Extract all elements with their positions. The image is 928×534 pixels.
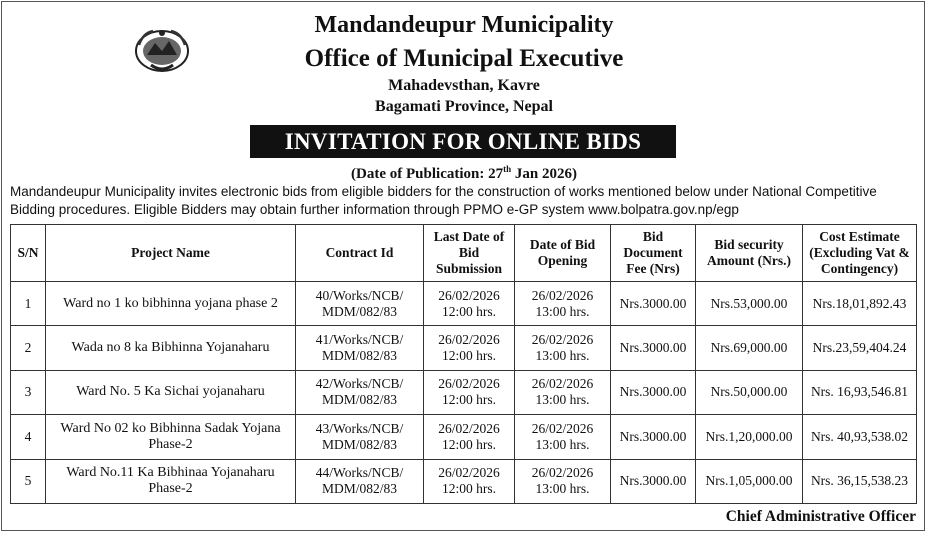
cell-fee: Nrs.3000.00 — [611, 282, 696, 326]
municipality-name: Mandandeupur Municipality — [314, 12, 614, 38]
header-contract-id: Contract Id — [296, 225, 424, 282]
cell-estimate: Nrs. 16,93,546.81 — [803, 370, 917, 414]
cell-sn: 5 — [11, 459, 46, 503]
cell-opening: 26/02/2026 13:00 hrs. — [515, 326, 611, 370]
header-project-name: Project Name — [46, 225, 296, 282]
cell-opening: 26/02/2026 13:00 hrs. — [515, 282, 611, 326]
cell-security: Nrs.53,000.00 — [696, 282, 803, 326]
address-line-2: Bagamati Province, Nepal — [375, 98, 553, 115]
cell-sn: 4 — [11, 415, 46, 459]
bids-table — [10, 224, 917, 504]
cell-sn: 1 — [11, 282, 46, 326]
cell-security: Nrs.1,20,000.00 — [696, 415, 803, 459]
cell-estimate: Nrs. 40,93,538.02 — [803, 415, 917, 459]
header-sn: S/N — [11, 225, 46, 282]
office-name: Office of Municipal Executive — [304, 45, 624, 72]
table-row — [11, 415, 917, 459]
cell-opening: 26/02/2026 13:00 hrs. — [515, 415, 611, 459]
cell-fee: Nrs.3000.00 — [611, 370, 696, 414]
cell-sn: 2 — [11, 326, 46, 370]
cell-security: Nrs.69,000.00 — [696, 326, 803, 370]
header-last-date: Last Date of Bid Submission — [424, 225, 515, 282]
intro-text: Mandandeupur Municipality invites electronic bids from eligible bidders for the construction of works mentioned below under National Competitive Bidding procedures. Eligible Bidders may obtain further information through PPMO e-GP system www.bolpatra.gov.np/egp — [10, 184, 877, 217]
table-row — [11, 370, 917, 414]
cell-submission: 26/02/2026 12:00 hrs. — [424, 415, 515, 459]
cell-security: Nrs.50,000.00 — [696, 370, 803, 414]
signatory: Chief Administrative Officer — [725, 508, 916, 525]
cell-contract: 41/Works/NCB/ MDM/082/83 — [296, 326, 424, 370]
cell-fee: Nrs.3000.00 — [611, 326, 696, 370]
cell-submission: 26/02/2026 12:00 hrs. — [424, 459, 515, 503]
cell-contract: 43/Works/NCB/ MDM/082/83 — [296, 415, 424, 459]
cell-estimate: Nrs.23,59,404.24 — [803, 326, 917, 370]
cell-contract: 42/Works/NCB/ MDM/082/83 — [296, 370, 424, 414]
cell-fee: Nrs.3000.00 — [611, 415, 696, 459]
address-line-1: Mahadevsthan, Kavre — [388, 77, 540, 94]
cell-project: Ward no 1 ko bibhinna yojana phase 2 — [46, 282, 296, 326]
table-header-row — [11, 225, 917, 282]
header-opening-date: Date of Bid Opening — [515, 225, 611, 282]
table-row — [11, 326, 917, 370]
cell-estimate: Nrs.18,01,892.43 — [803, 282, 917, 326]
notice-title: INVITATION FOR ONLINE BIDS — [250, 125, 676, 158]
publication-suffix: Jan 2026) — [511, 166, 577, 182]
header-bid-security: Bid security Amount (Nrs.) — [696, 225, 803, 282]
header-cost-estimate: Cost Estimate (Excluding Vat & Contingency) — [803, 225, 917, 282]
cell-estimate: Nrs. 36,15,538.23 — [803, 459, 917, 503]
cell-project: Wada no 8 ka Bibhinna Yojanaharu — [46, 326, 296, 370]
cell-contract: 40/Works/NCB/ MDM/082/83 — [296, 282, 424, 326]
cell-project: Ward No. 5 Ka Sichai yojanaharu — [46, 370, 296, 414]
publication-date — [0, 164, 928, 183]
cell-opening: 26/02/2026 13:00 hrs. — [515, 370, 611, 414]
cell-submission: 26/02/2026 12:00 hrs. — [424, 326, 515, 370]
cell-opening: 26/02/2026 13:00 hrs. — [515, 459, 611, 503]
cell-fee: Nrs.3000.00 — [611, 459, 696, 503]
cell-project: Ward No.11 Ka Bibhinaa Yojanaharu Phase-2 — [46, 459, 296, 503]
cell-contract: 44/Works/NCB/ MDM/082/83 — [296, 459, 424, 503]
table-row — [11, 282, 917, 326]
publication-superscript: th — [503, 164, 512, 174]
cell-project: Ward No 02 ko Bibhinna Sadak Yojana Phase-2 — [46, 415, 296, 459]
cell-sn: 3 — [11, 370, 46, 414]
cell-submission: 26/02/2026 12:00 hrs. — [424, 370, 515, 414]
table-row — [11, 459, 917, 503]
cell-security: Nrs.1,05,000.00 — [696, 459, 803, 503]
cell-submission: 26/02/2026 12:00 hrs. — [424, 282, 515, 326]
publication-prefix: (Date of Publication: 27 — [351, 166, 504, 182]
header-document-fee: Bid Document Fee (Nrs) — [611, 225, 696, 282]
